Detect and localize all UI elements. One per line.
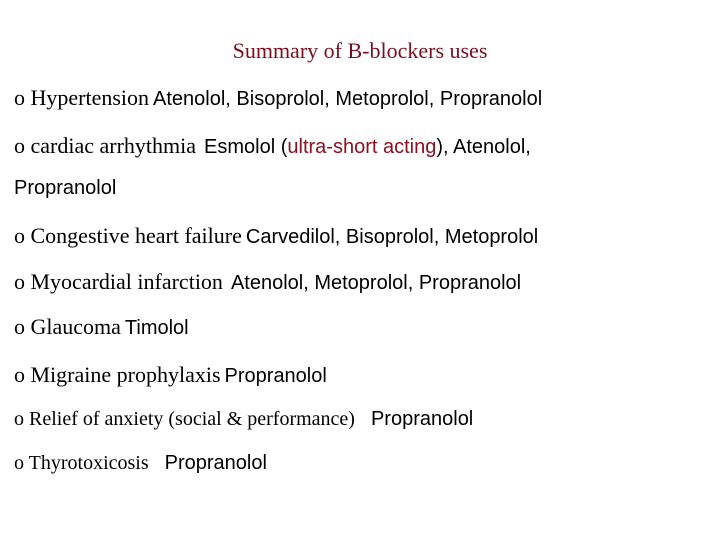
condition-label: o Thyrotoxicosis [14, 452, 149, 474]
list-item-anxiety [14, 405, 473, 435]
condition-label: o Hypertension [14, 85, 150, 110]
list-item-myocardial-infarction [14, 268, 521, 299]
condition-label: o Glaucoma [14, 314, 121, 339]
drug-list: Propranolol [224, 365, 327, 387]
list-item-thyrotoxicosis [14, 449, 267, 479]
list-item-migraine [14, 361, 327, 392]
drug-list: Atenolol, Metoprolol, Propranolol [230, 272, 522, 294]
slide-title: Summary of B-blockers uses [232, 38, 488, 63]
list-item-hypertension [14, 84, 542, 115]
drug-list: Propranolol [370, 408, 474, 430]
drug-list-end: ), Atenolol, [436, 136, 531, 158]
list-item-cardiac-arrhythmia-continued [14, 174, 116, 204]
drug-list: Atenolol, Bisoprolol, Metoprolol, Propranolol [153, 88, 543, 110]
drug-note-highlight: ultra-short acting [287, 136, 437, 158]
drug-list-continuation: Propranolol [14, 177, 117, 199]
list-item-cardiac-arrhythmia [14, 132, 531, 163]
condition-label: o cardiac arrhythmia [14, 133, 197, 158]
condition-label: o Migraine prophylaxis [14, 362, 221, 387]
drug-list: Timolol [124, 317, 189, 339]
condition-label: o Relief of anxiety (social & performance) [14, 408, 355, 430]
list-item-glaucoma [14, 313, 189, 344]
drug-list-start: Esmolol ( [204, 136, 288, 158]
condition-label: o Congestive heart failure [14, 223, 242, 248]
condition-label: o Myocardial infarction [14, 269, 223, 294]
list-item-heart-failure [14, 222, 538, 253]
drug-list: Propranolol [164, 452, 267, 474]
drug-list: Carvedilol, Bisoprolol, Metoprolol [245, 226, 539, 248]
